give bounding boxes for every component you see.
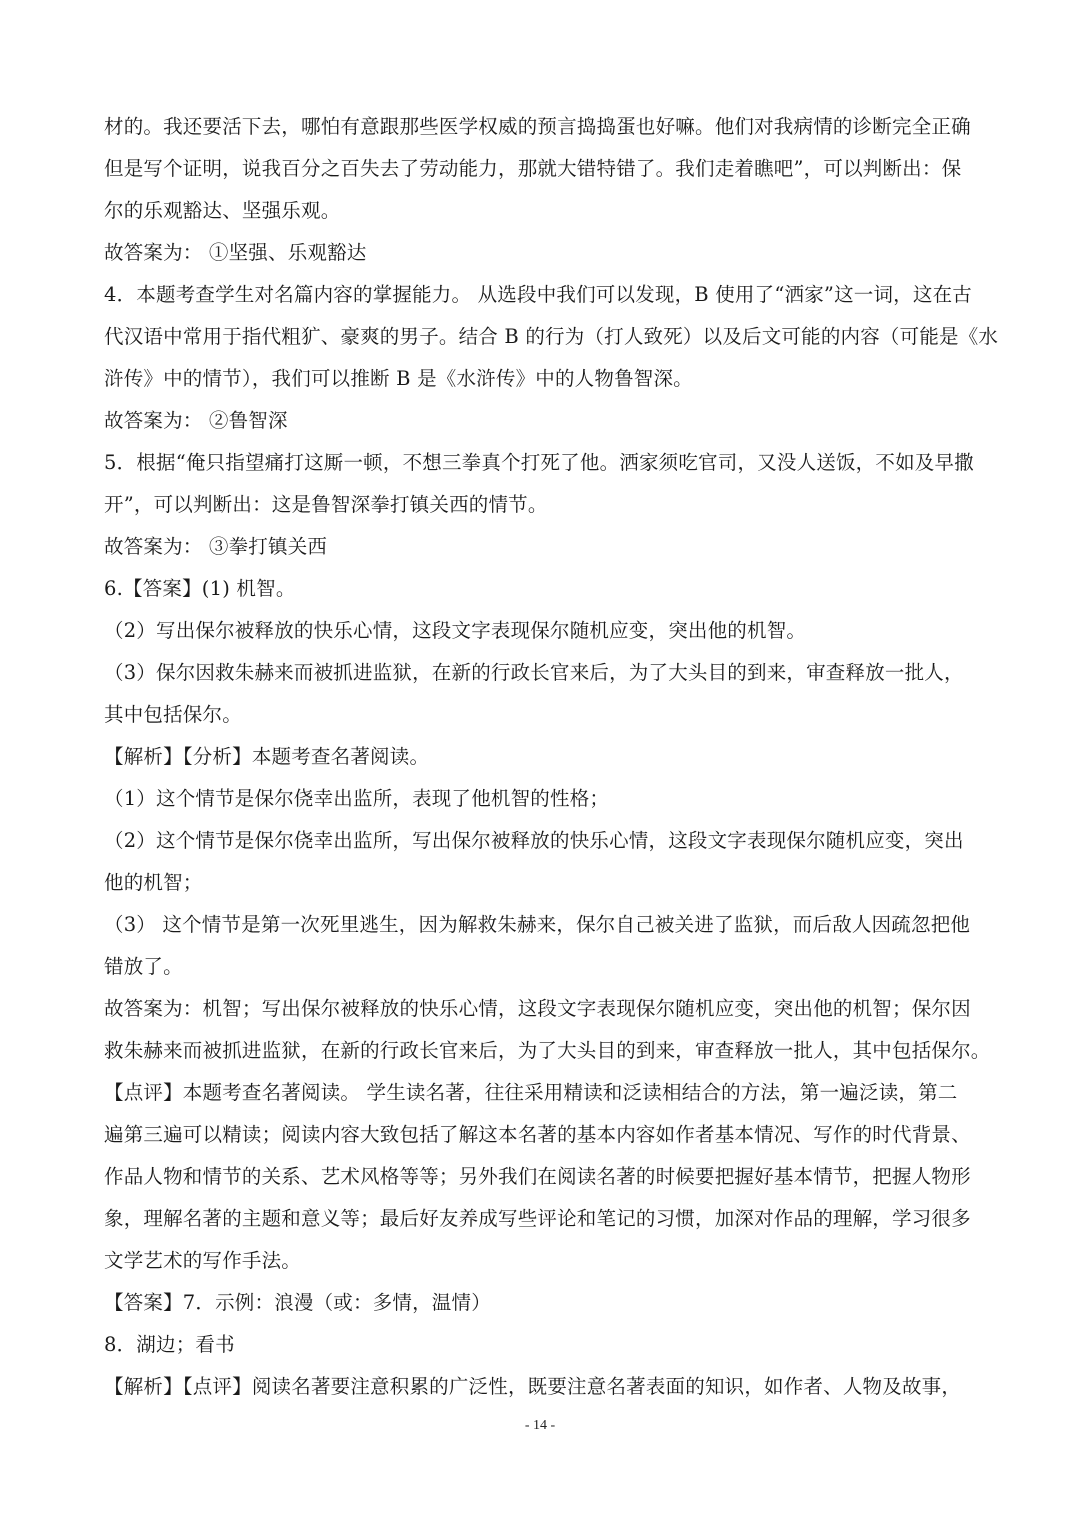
document-body bbox=[104, 106, 999, 1408]
text-line: 材的。我还要活下去，哪怕有意跟那些医学权威的预言捣捣蛋也好嘛。他们对我病情的诊断完全正确 bbox=[104, 115, 971, 138]
text-line: 错放了。 bbox=[104, 955, 183, 978]
text-line: 象，理解名著的主题和意义等；最后好友养成写些评论和笔记的习惯，加深对作品的理解，学习很多 bbox=[104, 1207, 971, 1230]
question-8-line: 8．湖边；看书 bbox=[104, 1333, 235, 1356]
text-line: 他的机智； bbox=[104, 871, 203, 894]
text-line: 代汉语中常用于指代粗犷、豪爽的男子。结合 B 的行为（打人致死）以及后文可能的内容（可能是《水 bbox=[104, 325, 999, 348]
question-7-line: 【答案】7．示例：浪漫（或：多情，温情） bbox=[104, 1291, 491, 1314]
text-line: （3）保尔因救朱赫来而被抓进监狱，在新的行政长官来后，为了大头目的到来，审查释放一批人， bbox=[104, 661, 964, 684]
page-number: - 14 - bbox=[524, 1418, 556, 1433]
answer-line: 故答案为： ③拳打镇关西 bbox=[104, 535, 328, 558]
text-line: （2）这个情节是保尔侥幸出监所，写出保尔被释放的快乐心情，这段文字表现保尔随机应变，突出 bbox=[104, 829, 964, 852]
analysis-line: 【解析】【分析】本题考查名著阅读。 bbox=[104, 745, 430, 768]
text-line: （3） 这个情节是第一次死里逃生，因为解救朱赫来，保尔自己被关进了监狱，而后敌人因疏忽把他 bbox=[104, 913, 971, 936]
text-line: 开”，可以判断出：这是鲁智深拳打镇关西的情节。 bbox=[104, 493, 548, 516]
answer-line: 故答案为： ②鲁智深 bbox=[104, 409, 288, 432]
comment-line: 【点评】本题考查名著阅读。 学生读名著，往往采用精读和泛读相结合的方法，第一遍泛读，第二 bbox=[104, 1081, 958, 1104]
analysis-line: 【解析】【点评】阅读名著要注意积累的广泛性，既要注意名著表面的知识，如作者、人物及故事， bbox=[104, 1375, 962, 1398]
answer-line: 故答案为： ①坚强、乐观豁达 bbox=[104, 241, 367, 264]
text-line: （2）写出保尔被释放的快乐心情，这段文字表现保尔随机应变，突出他的机智。 bbox=[104, 619, 807, 642]
question-6-line: 6.【答案】(1) 机智。 bbox=[104, 577, 296, 600]
text-line: （1）这个情节是保尔侥幸出监所，表现了他机智的性格； bbox=[104, 787, 610, 810]
question-5-line: 5．根据“俺只指望痛打这厮一顿，不想三拳真个打死了他。洒家须吃官司，又没人送饭，不如及早撒 bbox=[104, 451, 974, 474]
text-line: 尔的乐观豁达、坚强乐观。 bbox=[104, 199, 341, 222]
text-line: 文学艺术的写作手法。 bbox=[104, 1249, 302, 1272]
text-line: 但是写个证明，说我百分之百失去了劳动能力，那就大错特错了。我们走着瞧吧”，可以判断出：保 bbox=[104, 157, 962, 180]
text-line: 救朱赫来而被抓进监狱，在新的行政长官来后，为了大头目的到来，审查释放一批人，其中包括保尔。 bbox=[104, 1039, 991, 1062]
text-line: 浒传》中的情节），我们可以推断 B 是《水浒传》中的人物鲁智深。 bbox=[104, 367, 693, 390]
question-4-line: 4．本题考查学生对名篇内容的掌握能力。 从选段中我们可以发现，B 使用了“洒家”这一词，这在古 bbox=[104, 283, 972, 306]
text-line: 作品人物和情节的关系、艺术风格等等；另外我们在阅读名著的时候要把握好基本情节，把握人物形 bbox=[104, 1165, 971, 1188]
text-line: 遍第三遍可以精读；阅读内容大致包括了解这本名著的基本内容如作者基本情况、写作的时代背景、 bbox=[104, 1123, 971, 1146]
answer-line: 故答案为：机智；写出保尔被释放的快乐心情，这段文字表现保尔随机应变，突出他的机智；保尔因 bbox=[104, 997, 971, 1020]
text-line: 其中包括保尔。 bbox=[104, 703, 242, 726]
